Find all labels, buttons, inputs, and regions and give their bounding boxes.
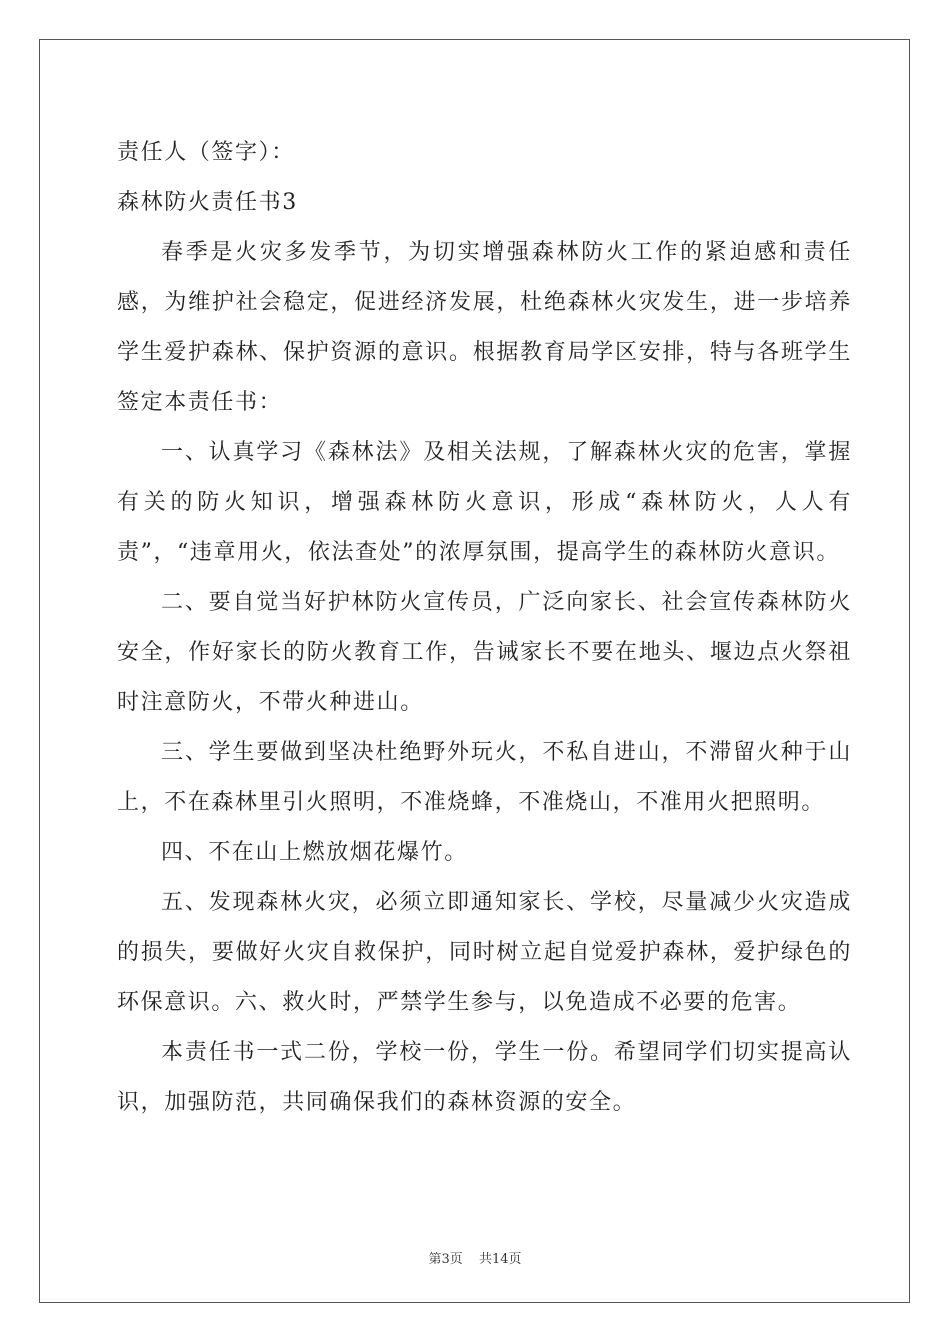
page-total: 共14页 (478, 1252, 522, 1267)
paragraph-item-5: 五、发现森林火灾，必须立即通知家长、学校，尽量减少火灾造成的损失，要做好火灾自救保护，同时树立起自觉爱护森林，爱护绿色的环保意识。六、救火时，严禁学生参与，以免造成不必要的危害。 (117, 890, 852, 1015)
paragraph-item-2: 二、要自觉当好护林防火宣传员，广泛向家长、社会宣传森林防火安全，作好家长的防火教育工作，告诫家长不要在地头、堰边点火祭祖时注意防火，不带火种进山。 (117, 590, 852, 715)
page-number: 第3页 (428, 1252, 463, 1267)
paragraph-item-3: 三、学生要做到坚决杜绝野外玩火，不私自进山，不滞留火种于山上，不在森林里引火照明，不准烧蜂，不准烧山，不准用火把照明。 (117, 740, 852, 815)
paragraph-closing: 本责任书一式二份，学校一份，学生一份。希望同学们切实提高认识，加强防范，共同确保我们的森林资源的安全。 (117, 1040, 852, 1115)
paragraph-item-4: 四、不在山上燃放烟花爆竹。 (161, 840, 468, 865)
signature-line: 责任人（签字）： (117, 140, 295, 165)
document-body (117, 128, 852, 1128)
document-heading: 森林防火责任书3 (117, 190, 298, 215)
page-footer (0, 1248, 950, 1267)
paragraph-item-1: 一、认真学习《森林法》及相关法规，了解森林火灾的危害，掌握有关的防火知识，增强森林防火意识，形成“森林防火，人人有责”，“违章用火，依法查处”的浓厚氛围，提高学生的森林防火意识。 (117, 440, 852, 565)
paragraph-intro: 春季是火灾多发季节，为切实增强森林防火工作的紧迫感和责任感，为维护社会稳定，促进经济发展，杜绝森林火灾发生，进一步培养学生爱护森林、保护资源的意识。根据教育局学区安排，特与各班学生签定本责任书： (117, 240, 852, 415)
